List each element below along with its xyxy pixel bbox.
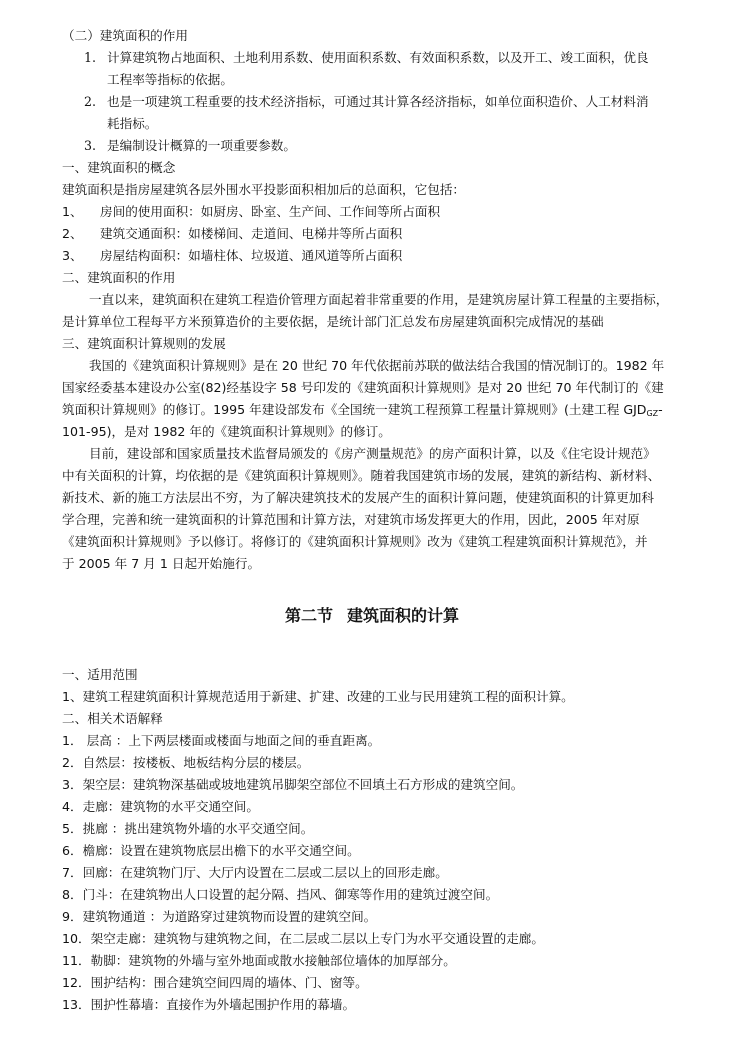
list-item-continuation: 工程率等指标的依据。	[107, 72, 233, 87]
paragraph-line: 国家经委基本建设办公室(82)经基设字 58 号印发的《建筑面积计算规则》是对 20 世纪 70 年代制订的《建	[62, 380, 664, 395]
concept-heading: 一、建筑面积的概念	[62, 160, 176, 175]
list-text: 是编制设计概算的一项重要参数。	[107, 138, 296, 153]
term-item: 7．回廊：在建筑物门厅、大厅内设置在二层或二层以上的回形走廊。	[62, 865, 448, 880]
list-item	[84, 91, 724, 113]
list-text: 也是一项建筑工程重要的技术经济指标，可通过其计算各经济指标，如单位面积造价、人工材料消	[107, 94, 649, 109]
term-item: 12．围护结构：围合建筑空间四周的墙体、门、窗等。	[62, 975, 368, 990]
term-item: 2．自然层：按楼板、地板结构分层的楼层。	[62, 755, 310, 770]
terms-heading: 二、相关术语解释	[62, 711, 163, 726]
list-number: 3、	[62, 248, 83, 263]
term-item: 4．走廊：建筑物的水平交通空间。	[62, 799, 259, 814]
paragraph-line: 学合理，完善和统一建筑面积的计算范围和计算方法，对建筑市场发挥更大的作用，因此，2005 年对原	[62, 512, 640, 527]
paragraph-line: 于 2005 年 7 月 1 日起开始施行。	[62, 556, 261, 571]
term-item: 6．檐廊：设置在建筑物底层出檐下的水平交通空间。	[62, 843, 360, 858]
paragraph-line: 《建筑面积计算规则》予以修订。将修订的《建筑面积计算规则》改为《建筑工程建筑面积计算规范》，并	[62, 534, 648, 549]
paragraph-line: 中有关面积的计算，均依据的是《建筑面积计算规则》。随着我国建筑市场的发展，建筑的新结构、新材料、	[62, 468, 661, 483]
term-item: 5．挑廊 ：挑出建筑物外墙的水平交通空间。	[62, 821, 314, 836]
list-text: 房屋结构面积：如墙柱体、垃圾道、通风道等所占面积	[100, 248, 403, 263]
list-number: 1.	[84, 50, 97, 65]
term-item: 9．建筑物通道 ：为道路穿过建筑物而设置的建筑空间。	[62, 909, 377, 924]
paragraph-line: 一直以来，建筑面积在建筑工程造价管理方面起着非常重要的作用，是建筑房屋计算工程量的主要指标，	[89, 292, 669, 307]
subscript-text: GZ	[646, 409, 659, 418]
subscript-tail: -	[658, 402, 663, 417]
paragraph-line: 是计算单位工程每平方米预算造价的主要依据，是统计部门汇总发布房屋建筑面积完成情况的基础	[62, 314, 604, 329]
term-item: 10．架空走廊：建筑物与建筑物之间，在二层或二层以上专门为水平交通设置的走廊。	[62, 931, 544, 946]
list-item	[62, 245, 702, 267]
section-title	[0, 604, 744, 628]
list-item	[84, 135, 724, 157]
paragraph-line: 101-95)，是对 1982 年的《建筑面积计算规则》的修订。	[62, 424, 391, 439]
term-item: 13．围护性幕墙：直接作为外墙起围护作用的幕墙。	[62, 997, 356, 1012]
term-item: 8．门斗：在建筑物出人口设置的起分隔、挡风、御寒等作用的建筑过渡空间。	[62, 887, 499, 902]
list-number: 1、	[62, 204, 83, 219]
paragraph-line: 目前，建设部和国家质量技术监督局颁发的《房产测量规范》的房产面积计算，以及《住宅设计规范》	[89, 446, 656, 461]
scope-text: 1、建筑工程建筑面积计算规范适用于新建、扩建、改建的工业与民用建筑工程的面积计算。	[62, 689, 574, 704]
section-title-label: 第二节	[284, 606, 333, 625]
list-number: 2.	[84, 94, 97, 109]
section-title-text: 建筑面积的计算	[347, 606, 460, 625]
term-item: 3．架空层：建筑物深基础或坡地建筑吊脚架空部位不回填土石方形成的建筑空间。	[62, 777, 524, 792]
list-item	[84, 47, 724, 69]
scope-heading: 一、适用范围	[62, 667, 138, 682]
concept-intro: 建筑面积是指房屋建筑各层外围水平投影面积相加后的总面积，它包括：	[62, 182, 465, 197]
list-item	[62, 223, 702, 245]
section-heading: （二）建筑面积的作用	[62, 28, 188, 43]
list-item	[62, 201, 702, 223]
list-text: 房间的使用面积：如厨房、卧室、生产间、工作间等所占面积	[100, 204, 441, 219]
paragraph-text: 筑面积计算规则》的修订。1995 年建设部发布《全国统一建筑工程预算工程量计算规则》(土建工程 GJD	[62, 402, 647, 417]
list-number: 2、	[62, 226, 83, 241]
term-item: 11．勒脚：建筑物的外墙与室外地面或散水接触部位墙体的加厚部分。	[62, 953, 456, 968]
list-item-continuation: 耗指标。	[107, 116, 158, 131]
role-heading: 二、建筑面积的作用	[62, 270, 176, 285]
list-text: 计算建筑物占地面积、土地利用系数、使用面积系数、有效面积系数，以及开工、竣工面积，优良	[107, 50, 649, 65]
paragraph-line: 新技术、新的施工方法层出不穷，为了解决建筑技术的发展产生的面积计算问题，使建筑面积的计算更加科	[62, 490, 654, 505]
list-text: 建筑交通面积：如楼梯间、走道间、电梯井等所占面积	[100, 226, 403, 241]
term-item: 1． 层高 ：上下两层楼面或楼面与地面之间的垂直距离。	[62, 733, 381, 748]
history-heading: 三、建筑面积计算规则的发展	[62, 336, 226, 351]
list-number: 3.	[84, 138, 97, 153]
paragraph-line: 我国的《建筑面积计算规则》是在 20 世纪 70 年代依据前苏联的做法结合我国的情况制订的。1982 年	[89, 358, 665, 373]
